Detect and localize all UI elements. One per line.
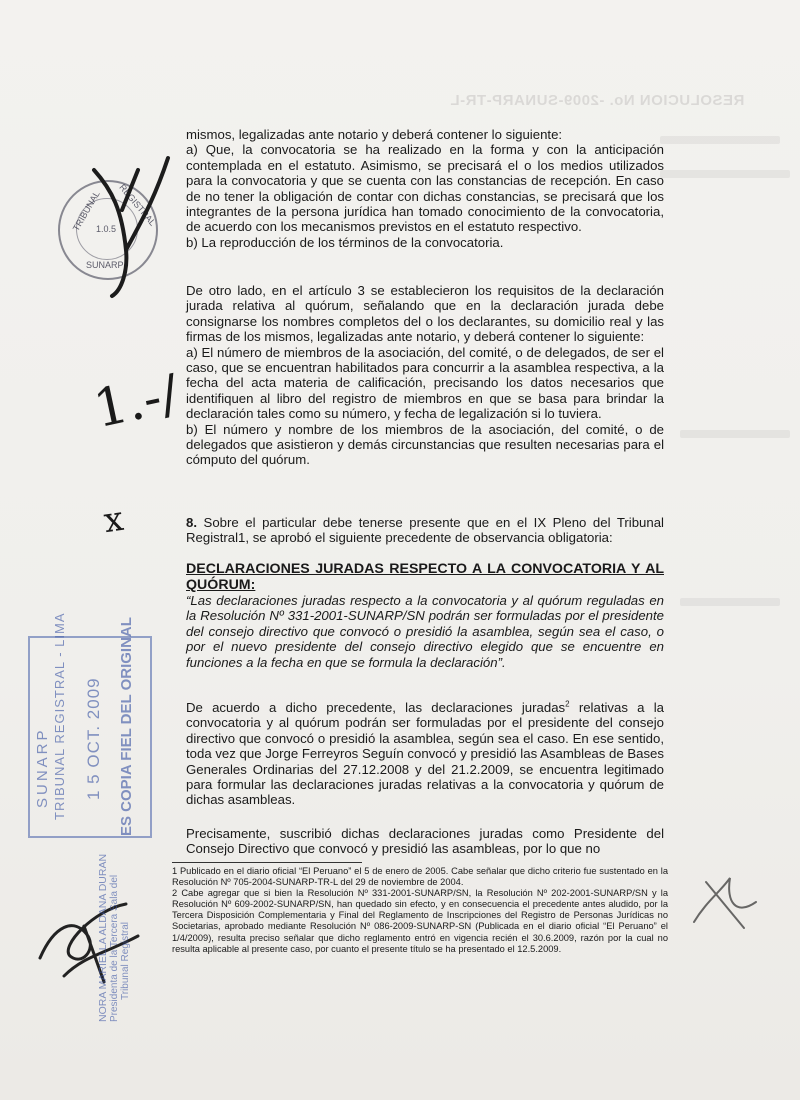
stamp-tribunal: TRIBUNAL REGISTRAL - LIMA bbox=[52, 612, 67, 820]
handwritten-margin-mark: 1.-/ bbox=[88, 363, 185, 441]
paragraph-convocatoria-requirements bbox=[186, 127, 664, 250]
seal-right-text: REGISTRAL bbox=[117, 182, 158, 228]
signature-name: NORA MARIELLA ALDANA DURAN bbox=[97, 853, 109, 1022]
signature-role: Presidenta de la Tercera Sala del bbox=[109, 874, 120, 1022]
paragraph-precisamente: Precisamente, suscribió dichas declaraciones juradas como Presidente del Consejo Directivo que convocó y presidió las asambleas, por lo que no bbox=[186, 826, 664, 857]
text-item-a: a) El número de miembros de la asociación, del comité, o de delegados, de ser el caso, que se encuentran habilitados para concurrir a la asamblea respectiva, a la fecha del acta materia de calificación, precisando los datos necesarios que identifiquen al libro del registro de miembros en que se basa para brindar la declaración tales como su número, y fecha de legalización si lo tuviera. bbox=[186, 344, 664, 422]
paragraph-8 bbox=[186, 515, 664, 546]
footnote-ref: 2 bbox=[565, 699, 570, 709]
handwritten-initials bbox=[686, 862, 766, 942]
seal-bottom-text: SUNARP bbox=[86, 260, 124, 270]
footnote-2: 2 Cabe agregar que si bien la Resolución Nº 331-2001-SUNARP/SN, la Resolución Nº 202-2001-SUNARP/SN y la Resolución Nº 609-2002-SUNARP/SN, han quedado sin efecto, y en consecuencia el precedente antes aludido, por la Tercera Disposición Complementaria y Final del Reglamento de Inscripciones del Registro de Personas Jurídicas no Societarias, aprobado mediante Resolución Nº 086-2009-SUNARP-SN (Publicada en el diario oficial “El Peruano” el 1/4/2009), resulta preciso señalar que dicho reglamento entró en vigencia recién el 30.6.2009, razón por la cual no resulta aplicable al presente caso, por cuanto el presente título se ha presentado el 12.5.2009. bbox=[172, 888, 668, 954]
precedent-text: “Las declaraciones juradas respecto a la convocatoria y al quórum reguladas en la Resolución Nº 331-2001-SUNARP/SN podrán ser formuladas por el presidente del consejo directivo que convocó o presidió la asamblea, según sea el caso, o por el nuevo presidente del consejo directivo elegido que se encuentre en funciones a la fecha en que se formula la declaración”. bbox=[186, 593, 664, 670]
seal-top-text: TRIBUNAL bbox=[70, 189, 102, 233]
text-item-b: b) El número y nombre de los miembros de la asociación, del comité, o de delegados que asistieron y demás circunstancias que resulten necesarias para el cómputo del quórum. bbox=[186, 421, 664, 468]
paragraph-number: 8. bbox=[186, 515, 197, 530]
text-line: mismos, legalizadas ante notario y deberá contener lo siguiente: bbox=[186, 127, 563, 142]
paragraph-text: Sobre el particular debe tenerse presente que en el IX Pleno del Tribunal Registral1, se aprobó el siguiente precedente de observancia obligatoria: bbox=[186, 515, 664, 546]
precedent-heading: DECLARACIONES JURADAS RESPECTO A LA CONVOCATORIA Y AL QUÓRUM: bbox=[186, 561, 664, 593]
precedent-block bbox=[186, 561, 664, 670]
bleed-line bbox=[680, 430, 790, 438]
stamp-copia-fiel: ES COPIA FIEL DEL ORIGINAL bbox=[118, 617, 135, 836]
bleed-through-header: RESOLUCION No. -2009-SUNARP-TR-L bbox=[450, 92, 745, 109]
text-item-a: a) Que, la convocatoria se ha realizado en la forma y con la anticipación contemplada en el estatuto. Asimismo, se precisará el o los medios utilizados para la convocatoria y que se cuenta con las constancias de recepción. En caso de no tener la obligación de contar con dichas constancias, se precisará que los integrantes de la persona jurídica han tomado conocimiento de la convocatoria, de acuerdo con los mecanismos previstos en el estatuto respectivo. bbox=[186, 142, 664, 235]
signature-body: Tribunal Registral bbox=[120, 922, 131, 1000]
seal-center-text: 1.0.5 bbox=[96, 224, 117, 234]
handwritten-check-signature bbox=[82, 150, 172, 300]
footnotes bbox=[172, 866, 668, 955]
handwritten-margin-x: x bbox=[101, 498, 126, 542]
paragraph-text-end: relativas a la convocatoria y al quórum podrán ser formuladas por el presidente del consejo directivo que convocó o presidió la asamblea, según sea el caso. En ese sentido, toda vez que Jorge Ferreyros Seguín convocó y presidió las Asambleas de Bases Generales Ordinarias del 27.12.2008 y del 21.2.2009, se encuentra legitimado para formular las declaraciones juradas relativas a la convocatoria y quórum de dichas asambleas. bbox=[186, 700, 664, 808]
stamp-sunarp: SUNARP bbox=[34, 727, 51, 808]
paragraph-text-start: De acuerdo a dicho precedente, las declaraciones juradas bbox=[186, 700, 566, 715]
text-item-b: b) La reproducción de los términos de la convocatoria. bbox=[186, 234, 504, 250]
footnote-1: 1 Publicado en el diario oficial “El Peruano” el 5 de enero de 2005. Cabe señalar que dicho criterio fue sustentado en la Resolución Nº 705-2004-SUNARP-TR-L del 29 de noviembre de 2004. bbox=[172, 866, 668, 888]
bleed-line bbox=[660, 170, 790, 178]
paragraph-quorum-requirements bbox=[186, 283, 664, 468]
stamp-date: 1 5 OCT. 2009 bbox=[84, 677, 103, 800]
paragraph-analysis bbox=[186, 700, 664, 808]
text-intro: De otro lado, en el artículo 3 se establecieron los requisitos de la declaración jurada relativa al quórum, señalando que en la declaración jurada debe consignarse los nombres completos del o los declarantes, su domicilio real y las firmas de los mismos, legalizadas ante notario, y deberá contener lo siguiente: bbox=[186, 283, 664, 345]
footnote-separator bbox=[172, 862, 362, 863]
bleed-line bbox=[660, 136, 780, 144]
bleed-line bbox=[680, 598, 780, 606]
